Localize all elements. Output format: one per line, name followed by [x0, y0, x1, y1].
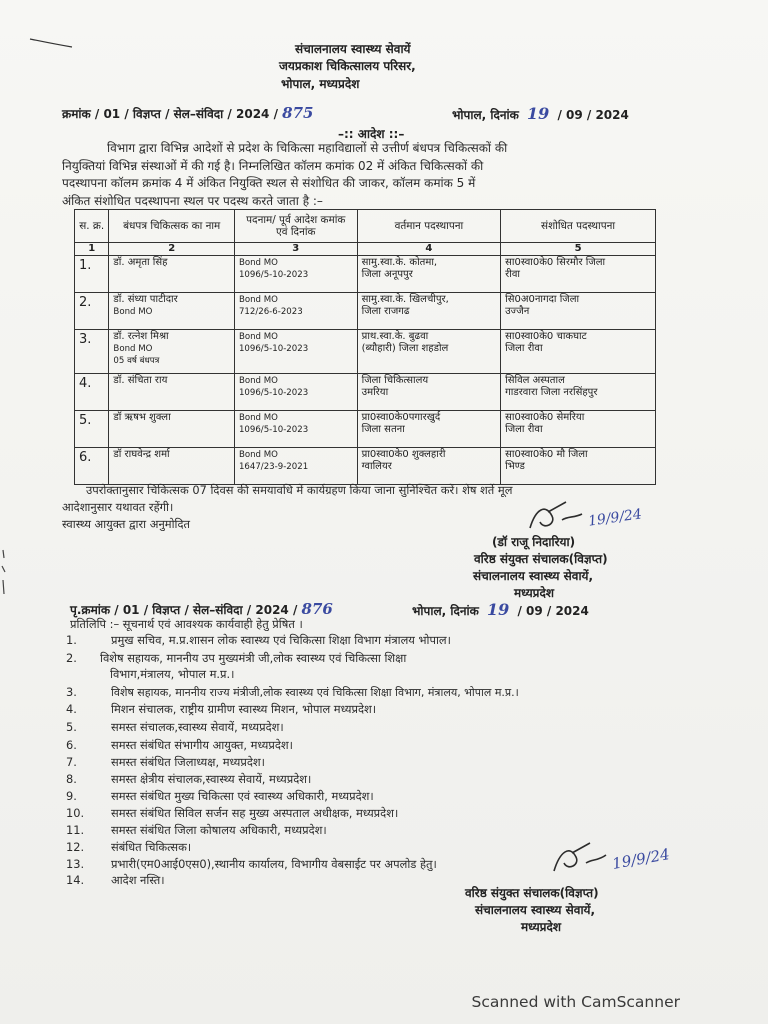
list-item-number: 10. — [66, 806, 85, 820]
instruction-line-1: उपरोक्तानुसार चिकित्सक 07 दिवस की समयावधि में कार्यग्रहण किया जाना सुनिश्चित करें। शेष शर्ते मूल — [86, 483, 513, 497]
endorsement-date: भोपाल, दिनांक 19 / 09 / 2024 — [412, 600, 589, 619]
list-item: समस्त संबंधित मुख्य चिकित्सा एवं स्वास्थ्य अधिकारी, मध्यप्रदेश। — [111, 789, 374, 803]
signatory-1-name: (डॉ राजू निदारिया) — [492, 535, 576, 549]
row-sn: 3. — [75, 330, 109, 374]
approval-line: स्वास्थ्य आयुक्त द्वारा अनुमोदित — [62, 517, 191, 531]
row-sn: 2. — [75, 293, 109, 330]
row-current: प्राथ.स्वा.के. बुढवा (ब्यौहारी) जिला शहडोल — [357, 330, 501, 374]
colnum-2: 2 — [109, 243, 235, 256]
order-number: क्रमांक / 01 / विज्ञप्त / सेल–संविदा / 2024 / 875 — [62, 104, 314, 122]
list-item-number: 12. — [66, 840, 85, 854]
signature-1-date: 19/9/24 — [587, 506, 643, 530]
signature-2-drawing — [548, 835, 614, 881]
row-revised: सा0स्वा0के0 चाकघाट जिला रीवा — [501, 330, 656, 374]
endorsement-number: पृ.क्रमांक / 01 / विज्ञप्त / सेल–संविदा / 2024 / 876 — [70, 600, 333, 618]
signatory-2-title: वरिष्ठ संयुक्त संचालक(विज्ञप्त) — [465, 886, 599, 900]
table-row — [75, 374, 656, 411]
row-revised: सि0अ0नागदा जिला उज्जैन — [501, 293, 656, 330]
table-row — [75, 256, 656, 293]
body-line-2: नियुक्तियां विभिन्न संस्थाओं में की गई है। निम्नलिखित कॉलम कमांक 02 में अंकित चिकित्सकों की — [62, 159, 484, 173]
list-item: समस्त क्षेत्रीय संचालक,स्वास्थ्य सेवायें, मध्यप्रदेश। — [111, 772, 312, 786]
signatory-1-state: मध्यप्रदेश — [514, 586, 555, 600]
list-item-number: 1. — [66, 633, 77, 647]
list-item-number: 3. — [66, 685, 77, 699]
order-date: भोपाल, दिनांक 19 / 09 / 2024 — [452, 104, 629, 123]
list-item-number: 8. — [66, 772, 77, 786]
row-order: Bond MO 1096/5-10-2023 — [234, 411, 357, 448]
scanner-watermark: Scanned with CamScanner — [471, 993, 680, 1011]
order-date-day-handwritten: 19 — [527, 104, 550, 123]
list-item: समस्त संबंधित जिलाध्यक्ष, मध्यप्रदेश। — [111, 755, 265, 769]
signature-1-drawing — [522, 498, 592, 538]
signature-2-date: 19/9/24 — [610, 845, 671, 873]
list-item: संबंधित चिकित्सक। — [111, 840, 192, 854]
row-revised: सा0स्वा0के0 सेमरिया जिला रीवा — [501, 411, 656, 448]
list-item-number: 5. — [66, 720, 77, 734]
list-item: आदेश नस्ति। — [111, 873, 165, 887]
table-row — [75, 411, 656, 448]
list-item: प्रमुख सचिव, म.प्र.शासन लोक स्वास्थ्य एवं चिकित्सा शिक्षा विभाग मंत्रालय भोपाल। — [111, 633, 451, 647]
col-header-post: पदनाम/ पूर्व आदेश कमांक एवं दिनांक — [234, 210, 357, 243]
row-order: Bond MO 1096/5-10-2023 — [234, 256, 357, 293]
row-order: Bond MO 1096/5-10-2023 — [234, 330, 357, 374]
list-item-number: 9. — [66, 789, 77, 803]
list-item-number: 14. — [66, 873, 85, 887]
colnum-5: 5 — [501, 243, 656, 256]
col-header-name: बंधपत्र चिकित्सक का नाम — [109, 210, 235, 243]
row-revised: सा0स्वा0के0 मौ जिला भिण्ड — [501, 448, 656, 485]
list-item-number: 13. — [66, 857, 85, 871]
endorsement-date-day-handwritten: 19 — [487, 600, 510, 619]
table-row — [75, 448, 656, 485]
row-current: सामु.स्वा.के. कोतमा, जिला अनूपपुर — [357, 256, 501, 293]
table-row — [75, 293, 656, 330]
table-header-row — [75, 210, 656, 243]
colnum-1: 1 — [75, 243, 109, 256]
row-revised: सिविल अस्पताल गाडरवारा जिला नरसिंहपुर — [501, 374, 656, 411]
row-name: डॉ ऋषभ शुक्ला — [109, 411, 235, 448]
colnum-3: 3 — [234, 243, 357, 256]
list-item: विशेष सहायक, माननीय उप मुख्यमंत्री जी,लोक स्वास्थ्य एवं चिकित्सा शिक्षा — [100, 651, 407, 665]
list-item-number: 4. — [66, 702, 77, 716]
posting-table — [74, 209, 656, 485]
row-current: प्रा0स्वा0के0पगारखुर्द जिला सतना — [357, 411, 501, 448]
list-item-number: 11. — [66, 823, 85, 837]
list-item: मिशन संचालक, राष्ट्रीय ग्रामीण स्वास्थ्य मिशन, भोपाल मध्यप्रदेश। — [111, 702, 377, 716]
signatory-1-office: संचालनालय स्वास्थ्य सेवायें, — [473, 569, 594, 583]
list-item-number: 6. — [66, 738, 77, 752]
body-line-1: विभाग द्वारा विभिन्न आदेशों से प्रदेश के चिकित्सा महाविद्यालों से उत्तीर्ण बंधपत्र चिकित्सकों की — [107, 141, 508, 155]
office-address: जयप्रकाश चिकित्सालय परिसर, — [279, 59, 416, 73]
row-name: डॉ. संचिता राय — [109, 374, 235, 411]
body-line-4: अंकित संशोधित पदस्थापना स्थल पर पदस्थ करते जाता है :– — [62, 194, 323, 208]
endorsement-number-handwritten: 876 — [301, 600, 333, 618]
list-item: प्रभारी(एम0आई0एस0),स्थानीय कार्यालय, विभागीय वेबसाईट पर अपलोड हेतु। — [111, 857, 437, 871]
list-item: समस्त संबंधित संभागीय आयुक्त, मध्यप्रदेश। — [111, 738, 293, 752]
office-city: भोपाल, मध्यप्रदेश — [281, 77, 360, 91]
row-order: Bond MO 712/26-6-2023 — [234, 293, 357, 330]
row-sn: 4. — [75, 374, 109, 411]
list-item: समस्त संबंधित सिविल सर्जन सह मुख्य अस्पताल अधीक्षक, मध्यप्रदेश। — [111, 806, 399, 820]
row-name: डॉ. संध्या पाटीदार Bond MO — [109, 293, 235, 330]
row-sn: 1. — [75, 256, 109, 293]
col-header-current: वर्तमान पदस्थापना — [357, 210, 501, 243]
pen-stroke-mark — [28, 36, 74, 50]
row-order: Bond MO 1647/23-9-2021 — [234, 448, 357, 485]
signatory-1-title: वरिष्ठ संयुक्त संचालक(विज्ञप्त) — [474, 552, 608, 566]
order-heading: –:: आदेश ::– — [338, 127, 405, 141]
signatory-2-office: संचालनालय स्वास्थ्य सेवायें, — [475, 903, 596, 917]
list-item-number: 2. — [66, 651, 77, 665]
list-item: समस्त संबंधित जिला कोषालय अधिकारी, मध्यप्रदेश। — [111, 823, 327, 837]
row-sn: 6. — [75, 448, 109, 485]
order-number-handwritten: 875 — [282, 104, 314, 122]
row-current: प्रा0स्वा0के0 शुक्लहारी ग्वालियर — [357, 448, 501, 485]
office-name: संचालनालय स्वास्थ्य सेवायें — [295, 42, 411, 56]
table-row — [75, 330, 656, 374]
col-header-revised: संशोधित पदस्थापना — [501, 210, 656, 243]
row-current: जिला चिकित्सालय उमरिया — [357, 374, 501, 411]
row-current: सामु.स्वा.के. खिलचीपुर, जिला राजगढ — [357, 293, 501, 330]
row-name: डॉ. अमृता सिंह — [109, 256, 235, 293]
binding-edge-mark — [0, 548, 8, 598]
row-sn: 5. — [75, 411, 109, 448]
col-header-sn: स. क्र. — [75, 210, 109, 243]
copy-to-line: प्रतिलिपि :– सूचनार्थ एवं आवश्यक कार्यवाही हेतु प्रेषित । — [70, 617, 303, 631]
signatory-2-state: मध्यप्रदेश — [521, 920, 562, 934]
instruction-line-2: आदेशानुसार यथावत रहेंगी। — [62, 500, 174, 514]
list-item: समस्त संचालक,स्वास्थ्य सेवायें, मध्यप्रदेश। — [111, 720, 284, 734]
list-item: विशेष सहायक, माननीय राज्य मंत्रीजी,लोक स्वास्थ्य एवं चिकित्सा शिक्षा विभाग, मंत्रालय, भोपाल म.प्र.। — [111, 686, 519, 699]
body-line-3: पदस्थापना कॉलम क्रमांक 4 में अंकित नियुक्ति स्थल से संशोधित की जाकर, कॉलम कमांक 5 में — [62, 176, 476, 190]
list-item-continuation: विभाग,मंत्रालय, भोपाल म.प्र.। — [110, 667, 235, 681]
row-name: डॉ राघवेन्द्र शर्मा — [109, 448, 235, 485]
colnum-4: 4 — [357, 243, 501, 256]
row-order: Bond MO 1096/5-10-2023 — [234, 374, 357, 411]
table-colnum-row — [75, 243, 656, 256]
row-name: डॉ. रत्नेश मिश्रा Bond MO 05 वर्ष बंधपत्र — [109, 330, 235, 374]
list-item-number: 7. — [66, 755, 77, 769]
row-revised: सा0स्वा0के0 सिरमौर जिला रीवा — [501, 256, 656, 293]
